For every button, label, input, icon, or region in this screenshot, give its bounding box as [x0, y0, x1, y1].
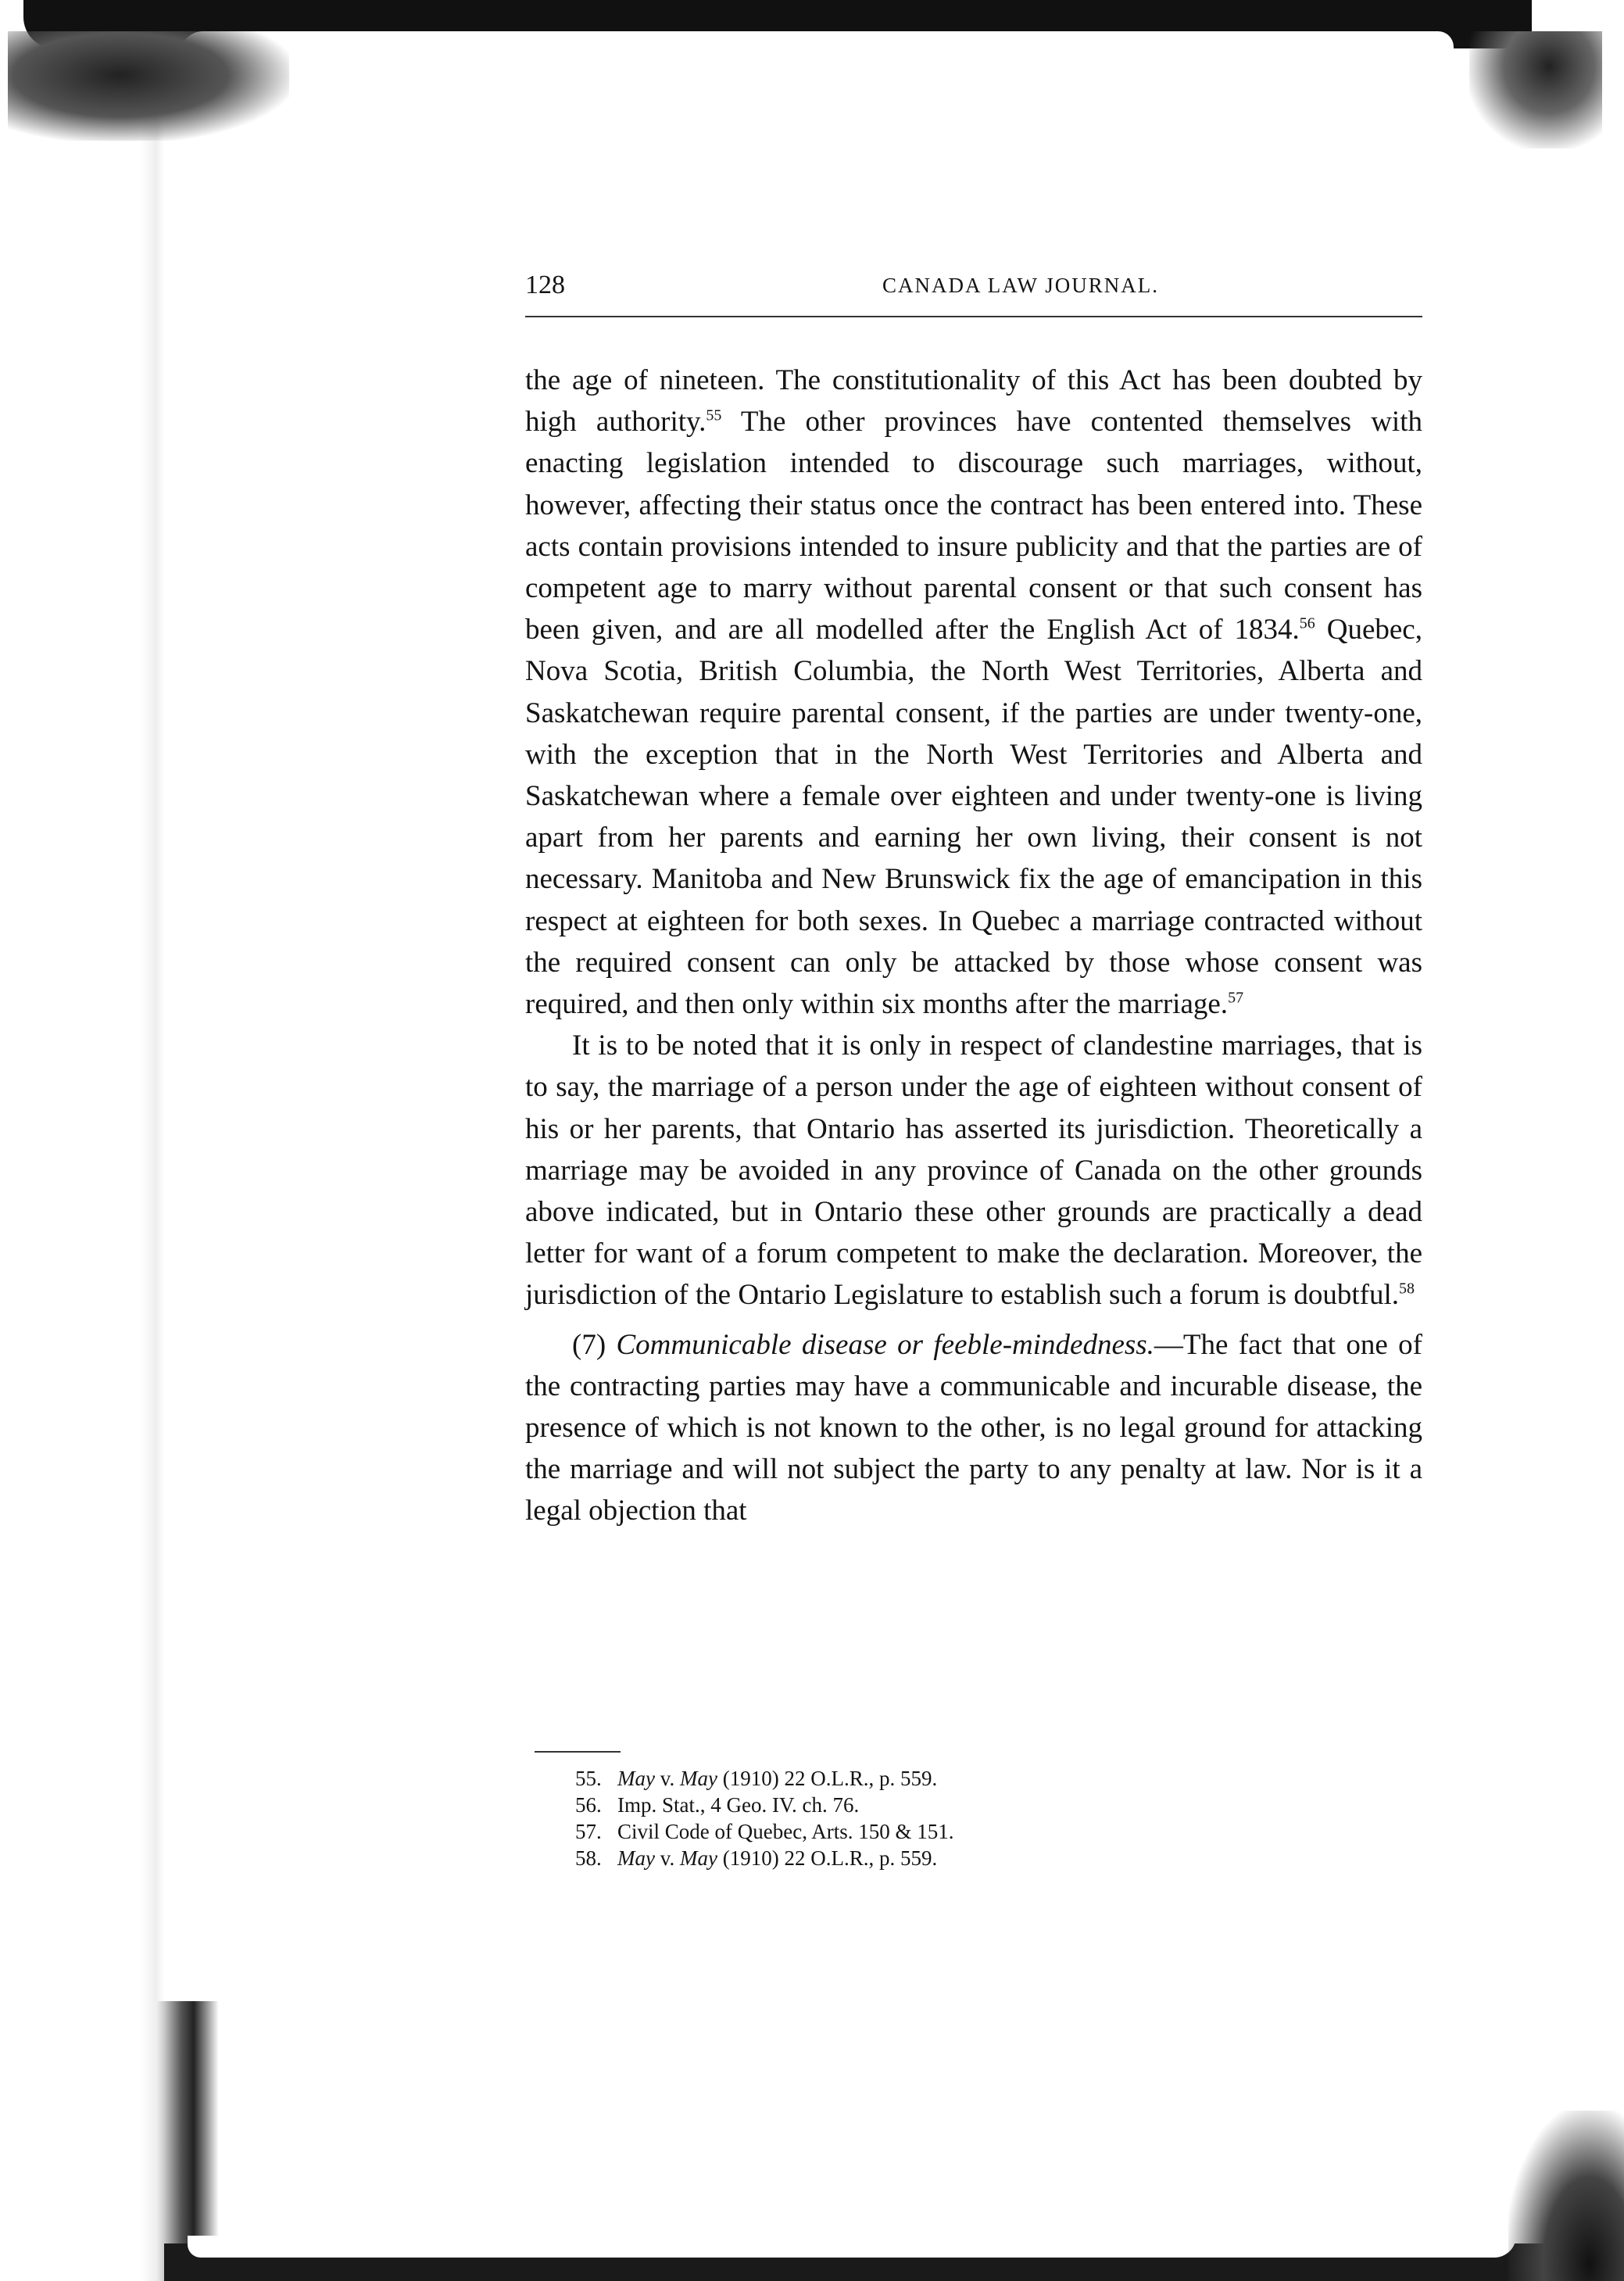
body-text: [525, 360, 1422, 1532]
paragraph-1-part-a: the age of nineteen. The constitutionality of this Act has been doubted by high authority.: [525, 364, 1422, 439]
footnote-number: 58.: [575, 1846, 602, 1870]
citation: (1910) 22 O.L.R., p. 559.: [717, 1846, 938, 1870]
case-sep: v.: [654, 1846, 680, 1870]
footnote-57: [575, 1818, 1419, 1845]
footnotes: [575, 1765, 1419, 1871]
footnote-ref-57: 57: [1228, 989, 1244, 1007]
footnote-ref-58: 58: [1399, 1280, 1415, 1298]
footnote-number: 57.: [575, 1820, 602, 1843]
case-party: May: [617, 1846, 655, 1870]
paragraph-1-part-c: Quebec, Nova Scotia, British Columbia, the North West Territories, Alberta and Saskatchewan require parental consent, if the parties are under twenty-one, with the exception that in the North West Territories and Alberta and Saskatchewan where a female over eighteen and under twenty-one is living apart from her parents and earning her own living, their consent is not necessary. Manitoba and New Brunswick fix the age of emancipation in this respect at eighteen for both sexes. In Quebec a marriage contracted without the required consent can only be attacked by those whose consent was required, and then only within six months after the marriage.: [525, 614, 1422, 1021]
citation: Imp. Stat., 4 Geo. IV. ch. 76.: [617, 1793, 860, 1817]
footnote-number: 55.: [575, 1767, 602, 1790]
scan-shadow-right-bottom: [1508, 2111, 1624, 2281]
scan-shadow-left-top: [8, 31, 289, 141]
footnote-rule: [535, 1751, 621, 1753]
page-header: [525, 266, 1422, 305]
citation: Civil Code of Quebec, Arts. 150 & 151.: [617, 1820, 954, 1843]
case-party: May: [679, 1767, 717, 1790]
case-party: May: [679, 1846, 717, 1870]
paragraph-2: [525, 1025, 1422, 1316]
scan-edge-bottom-inner: [188, 2236, 1516, 2258]
running-head: CANADA LAW JOURNAL.: [882, 274, 1160, 297]
header-rule: [525, 316, 1422, 317]
footnote-number: 56.: [575, 1793, 602, 1817]
footnote-58: [575, 1845, 1419, 1871]
case-party: May: [617, 1767, 655, 1790]
scan-edge-top-inner: [180, 31, 1454, 55]
section-number: (7): [572, 1328, 617, 1361]
footnote-ref-55: 55: [706, 406, 722, 424]
paragraph-2-text: It is to be noted that it is only in respect of clandestine marriages, that is to say, the marriage of a person under the age of eighteen without consent of his or her parents, that Ontario has asserted its jurisdiction. Theoretically a marriage may be avoided in any province of Canada on the other grounds above indicated, but in Ontario these other grounds are practically a dead letter for want of a forum competent to make the declaration. Moreover, the jurisdiction of the Ontario Legislature to establish such a forum is doubtful.: [525, 1029, 1422, 1312]
footnote-ref-56: 56: [1299, 614, 1315, 632]
section-heading: Communicable disease or feeble-mindedness.: [616, 1328, 1154, 1361]
case-sep: v.: [654, 1767, 680, 1790]
paragraph-1-part-b: The other provinces have contented themselves with enacting legislation intended to discourage such marriages, without, however, affecting their status once the contract has been entered into. These acts contain provisions intended to insure publicity and that the parties are of competent age to marry without parental consent or that such consent has been given, and are all modelled after the English Act of 1834.: [525, 406, 1422, 646]
paragraph-1: [525, 360, 1422, 1025]
paragraph-3-text: —The fact that one of the contracting parties may have a communicable and incurable disease, the presence of which is not known to the other, is no legal ground for attacking the marriage and will not subject the party to any penalty at law. Nor is it a legal objection that: [525, 1328, 1422, 1527]
citation: (1910) 22 O.L.R., p. 559.: [717, 1767, 938, 1790]
footnote-56: [575, 1792, 1419, 1818]
footnote-55: [575, 1765, 1419, 1792]
scan-shadow-right-top: [1469, 31, 1602, 149]
page-number: 128: [525, 270, 565, 299]
paragraph-3: [525, 1324, 1422, 1532]
scan-margin-left: [0, 0, 164, 2281]
